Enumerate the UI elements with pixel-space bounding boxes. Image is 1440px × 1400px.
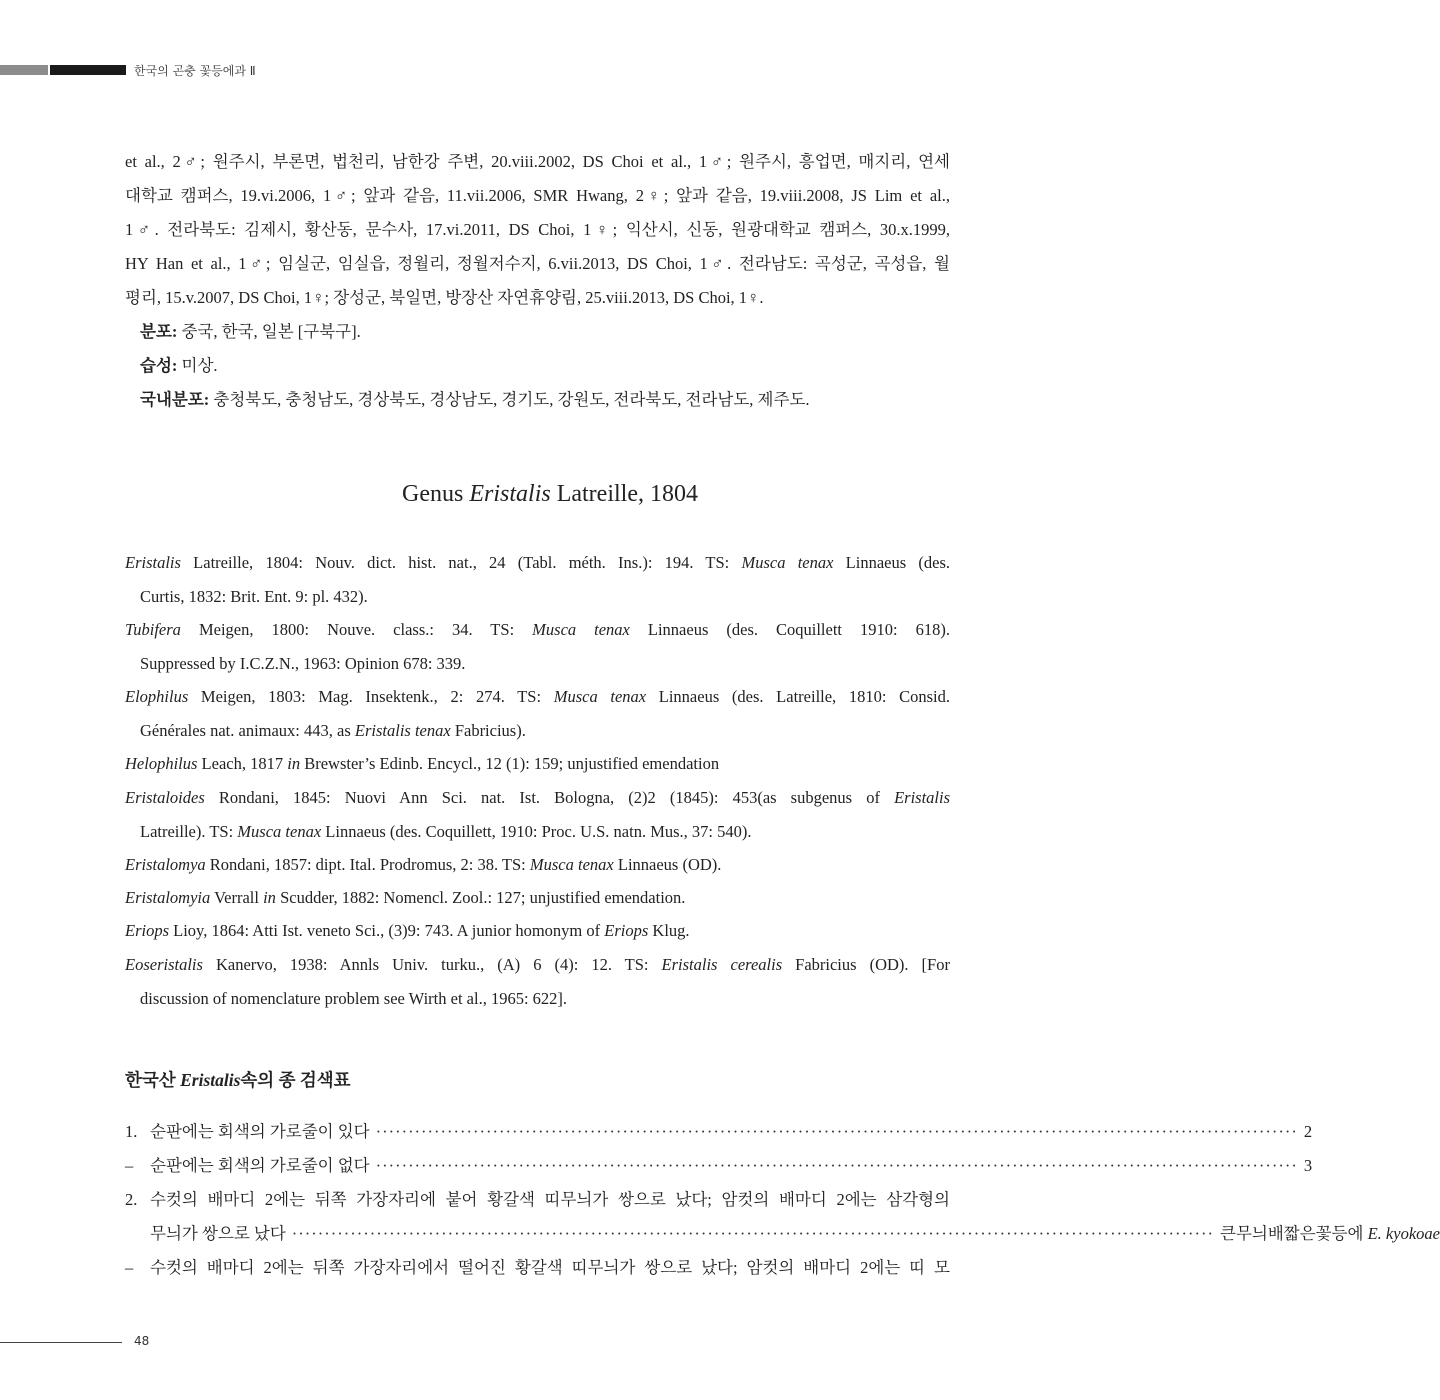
synonym-text: Fabricius (OD). [For [782,955,950,974]
synonym-text: Rondani, 1857: dipt. Ital. Prodromus, 2: 38. TS: [205,855,530,874]
synonym-genus: Elophilus [125,687,189,706]
identification-key [125,1115,1440,1285]
key-number: 1. [125,1122,138,1141]
synonym-line-cont: Suppressed by I.C.Z.N., 1963: Opinion 678: 339. [140,653,466,673]
type-species: Musca tenax [741,553,834,572]
synonym-text: Kanervo, 1938: Annls Univ. turku., (A) 6 (4): 12. TS: [202,955,662,974]
synonym-entry [125,881,950,915]
synonym-entry [125,948,950,1015]
records-line-1: et al., 2♂; 원주시, 부론면, 법천리, 남한강 주변, 20.viii.2002, DS Choi et al., 1♂; 원주시, 흥업면, 매지리, 연세 [125,152,950,171]
key-couplet-2a [125,1183,950,1217]
synonym-text: Linnaeus (des. Latreille, 1810: Consid. [646,687,950,706]
type-species: Musca tenax [553,687,647,706]
synonym-text: Linnaeus (des. Coquillett, 1910: Proc. U.S. natn. Mus., 37: 540). [321,821,752,841]
distribution-text: 중국, 한국, 일본 [구북구]. [177,322,361,341]
homonym-genus: Eriops [604,921,649,940]
korea-distribution-line [125,383,965,417]
habit-text: 미상. [177,356,218,375]
synonym-in: in [287,754,301,773]
synonym-line [125,747,950,781]
korea-distribution-label: 국내분포: [140,390,210,409]
records-line-4: HY Han et al., 1♂; 임실군, 임실읍, 정월리, 정월저수지, 6.vii.2013, DS Choi, 1♂. 전라남도: 곡성군, 곡성읍, 월 [125,254,950,273]
synonym-genus: Eoseristalis [125,955,203,974]
type-species: Musca tenax [529,855,614,874]
synonym-text: Meigen, 1803: Mag. Insektenk., 2: 274. TS: [188,687,554,706]
key-couplet-1a [125,1115,1313,1149]
footer-rule [0,1342,122,1343]
synonym-entry [125,680,950,747]
key-number: – [125,1258,134,1277]
key-text: 무늬가 쌍으로 났다 [150,1224,286,1243]
synonym-line [125,914,950,948]
key-target: 3 [1303,1156,1313,1175]
key-heading-post: 속의 종 검색표 [240,1070,351,1090]
synonym-line-cont: Curtis, 1832: Brit. Ent. 9: pl. 432). [140,586,368,606]
genus-heading [0,481,1100,508]
leader-dots: ·············································································································································· [291,1224,1215,1243]
synonym-text: Rondani, 1845: Nuovi Ann Sci. nat. Ist. Bologna, (2)2 (1845): 453(as subgenus of [204,788,895,807]
synonym-line [125,781,950,815]
key-couplet-2b [125,1251,950,1285]
species-scientific-name: E. kyokoae [1367,1224,1440,1243]
key-couplet-2a-cont [125,1217,1440,1251]
synonym-text: Brewster’s Edinb. Encycl., 12 (1): 159; unjustified emendation [300,754,720,773]
synonym-text: Lioy, 1864: Atti Ist. veneto Sci., (3)9: 743. A junior homonym of [169,921,605,940]
synonym-line [125,546,950,580]
synonym-text: Verrall [210,888,264,907]
synonym-entry [125,781,950,848]
key-couplet-1b [125,1149,1313,1183]
running-header-title: 한국의 곤충 꽃등에과 Ⅱ [134,64,256,78]
synonym-entry [125,613,950,680]
habit-label: 습성: [140,356,178,375]
synonym-line [125,613,950,647]
key-text: 순판에는 회색의 가로줄이 있다 [150,1122,370,1141]
distribution-label: 분포: [140,322,178,341]
synonym-text: Klug. [648,921,690,940]
records-line-3: 1♂. 전라북도: 김제시, 황산동, 문수사, 17.vi.2011, DS Choi, 1♀; 익산시, 신동, 원광대학교 캠퍼스, 30.x.1999, [125,220,950,239]
records-line-5: 평리, 15.v.2007, DS Choi, 1♀; 장성군, 북일면, 방장산 자연휴양림, 25.viii.2013, DS Choi, 1♀. [125,288,764,307]
synonym-line-cont: discussion of nomenclature problem see Wirth et al., 1965: 622]. [140,988,568,1008]
synonym-text: Linnaeus (OD). [613,855,722,874]
header-bar-grey [0,65,48,75]
leader-dots: ·············································································································································· [375,1122,1298,1141]
synonym-genus: Eristalis [125,553,181,572]
type-species: Eristalis cerealis [661,955,783,974]
synonym-text: Fabricius). [450,720,526,740]
records-line-2: 대학교 캠퍼스, 19.vi.2006, 1♂; 앞과 같음, 11.vii.2006, SMR Hwang, 2♀; 앞과 같음, 19.viii.2008, JS Lim et al., [125,186,950,205]
key-heading-genus: Eristalis [180,1070,241,1090]
type-species: Eristalis tenax [354,720,451,740]
synonym-line-cont [125,714,950,748]
synonym-line [125,848,950,882]
synonym-text: Latreille, 1804: Nouv. dict. hist. nat., 24 (Tabl. méth. Ins.): 194. TS: [180,553,742,572]
synonym-line [125,680,950,714]
genus-heading-prefix: Genus [402,481,470,507]
synonym-text: Leach, 1817 [197,754,288,773]
synonym-line [125,881,950,915]
key-text: 수컷의 배마디 2에는 뒤쪽 가장자리에서 떨어진 황갈색 띠무늬가 쌍으로 났다; 암컷의 배마디 2에는 띠 모 [150,1258,950,1277]
synonym-genus: Tubifera [125,620,181,639]
synonym-genus: Eristalomya [125,855,206,874]
synonym-text: Scudder, 1882: Nomencl. Zool.: 127; unjustified emendation. [275,888,686,907]
synonym-entry [125,914,950,948]
header-bar-black [50,65,126,75]
genus-heading-author: Latreille, 1804 [550,481,698,507]
type-species: Eristalis [894,788,950,807]
key-number: 2. [125,1190,138,1209]
synonym-genus: Eristalomyia [125,888,211,907]
key-heading-pre: 한국산 [125,1070,181,1090]
synonym-entry [125,848,950,882]
distribution-line [125,315,965,349]
type-species: Musca tenax [237,821,322,841]
synonym-text: Meigen, 1800: Nouve. class.: 34. TS: [180,620,533,639]
key-target: 2 [1303,1122,1313,1141]
synonym-text: Générales nat. animaux: 443, as [140,720,355,740]
synonym-entry [125,747,950,781]
leader-dots: ·············································································································································· [375,1156,1298,1175]
synonym-text: Latreille). TS: [140,821,238,841]
species-korean-name: 큰무늬배짧은꽃등에 [1220,1224,1368,1243]
synonym-genus: Eristaloides [125,788,205,807]
synonym-entry [125,546,950,613]
type-species: Musca tenax [532,620,630,639]
genus-heading-name: Eristalis [469,481,551,507]
synonym-text: Linnaeus (des. [833,553,950,572]
synonym-in: in [263,888,276,907]
synonym-line-cont [125,815,950,849]
synonym-genus: Eriops [125,921,170,940]
running-header [0,62,600,80]
synonym-text: Linnaeus (des. Coquillett 1910: 618). [629,620,950,639]
key-number: – [125,1156,134,1175]
synonym-genus: Helophilus [125,754,198,773]
key-heading [125,1067,351,1092]
habit-line [125,349,965,383]
synonym-line [125,948,950,982]
korea-distribution-text: 충청북도, 충청남도, 경상북도, 경상남도, 경기도, 강원도, 전라북도, 전라남도, 제주도. [209,390,810,409]
key-species [1220,1217,1440,1251]
key-text: 수컷의 배마디 2에는 뒤쪽 가장자리에 붙어 황갈색 띠무늬가 쌍으로 났다; 암컷의 배마디 2에는 삼각형의 [150,1190,950,1209]
key-text: 순판에는 회색의 가로줄이 없다 [150,1156,370,1175]
page-number: 48 [134,1334,150,1348]
